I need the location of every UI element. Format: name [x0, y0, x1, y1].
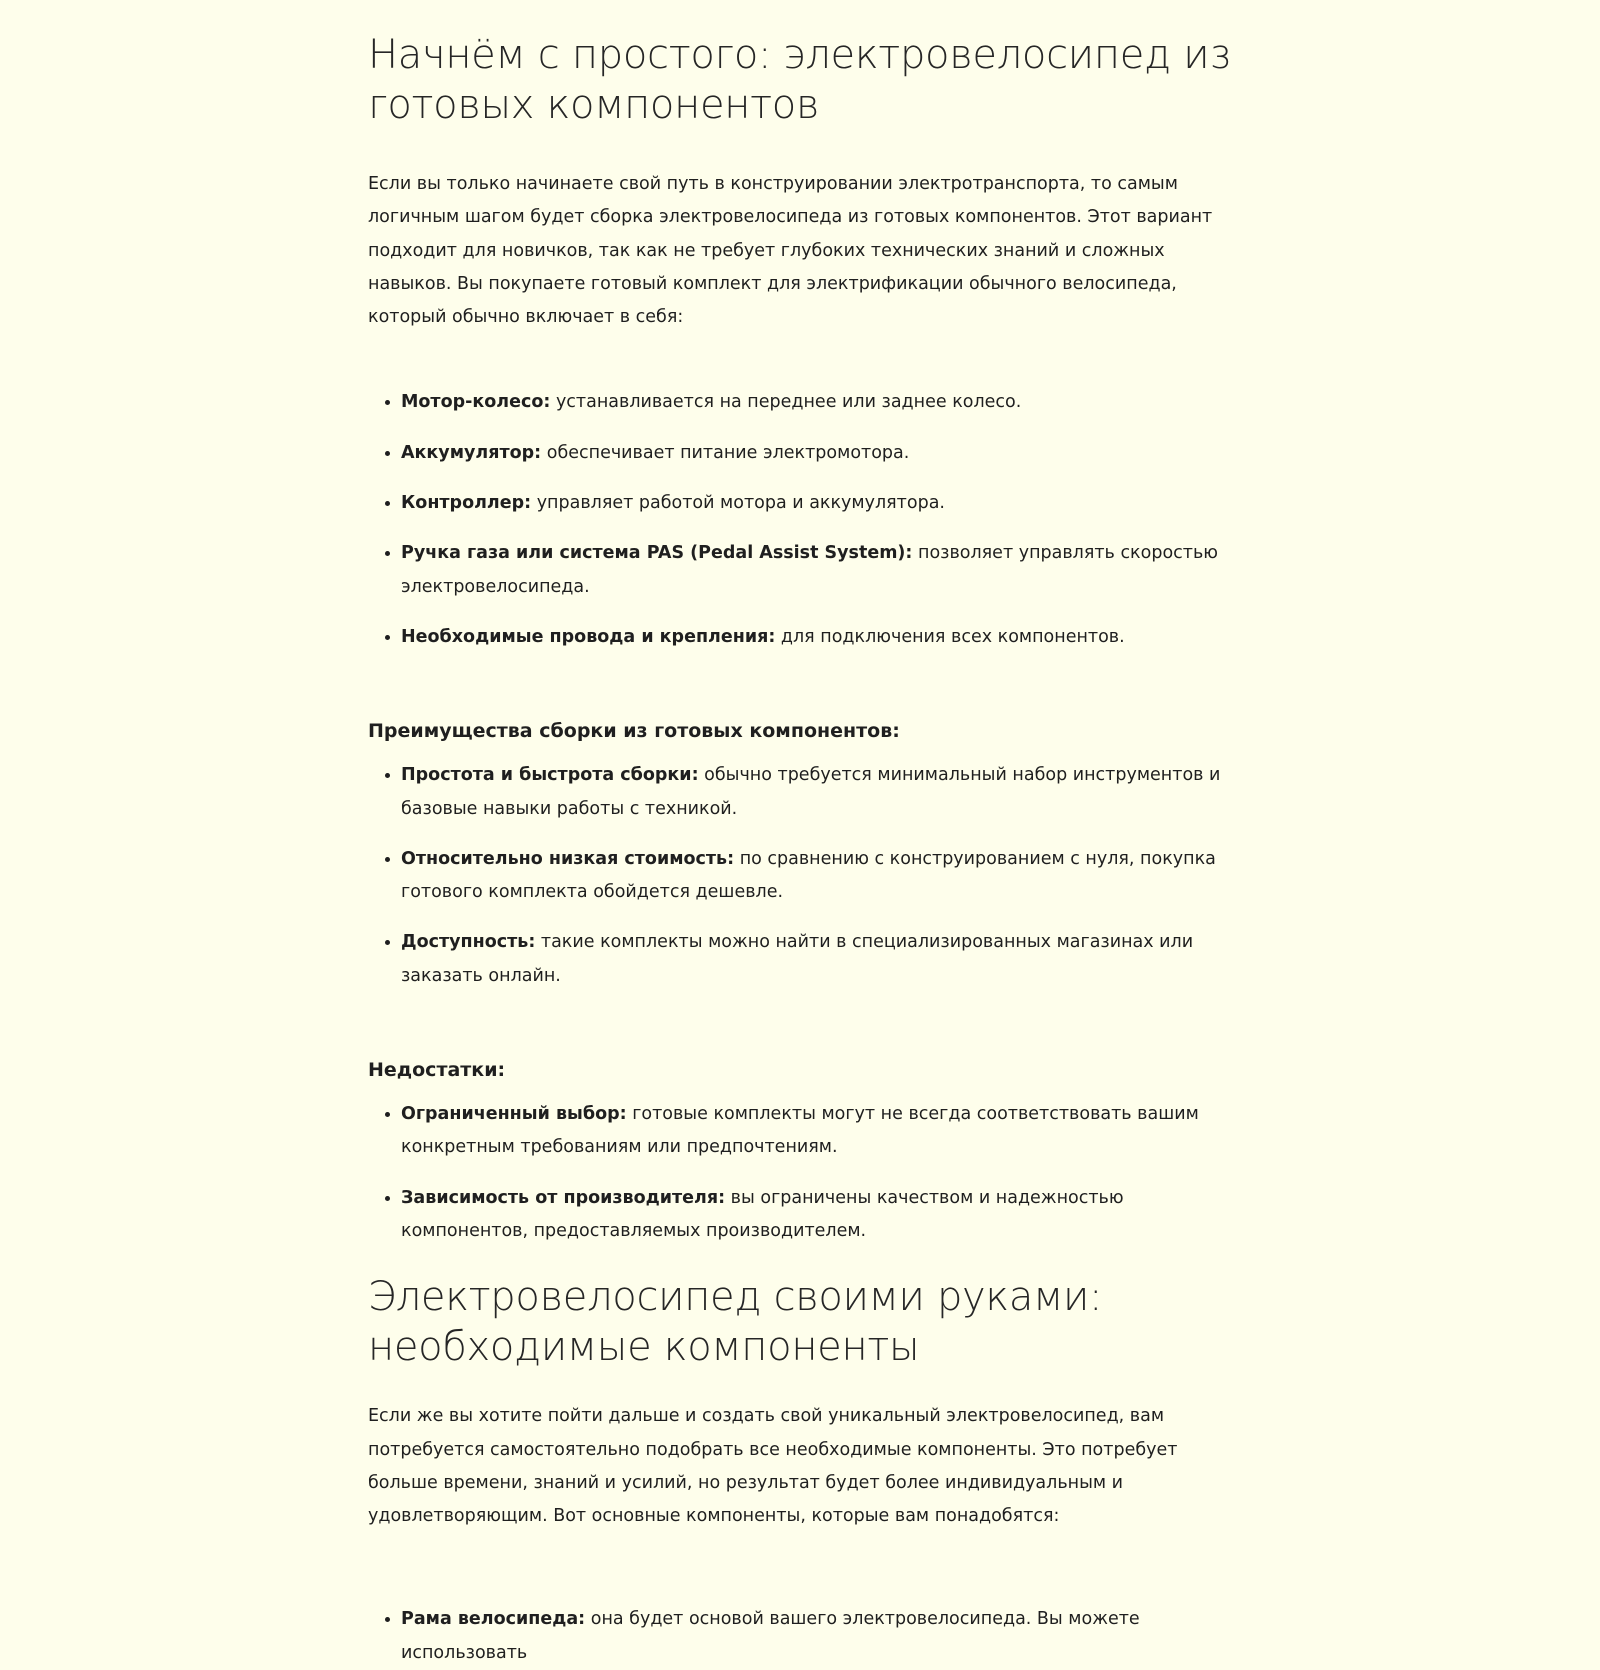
list-item-term: Зависимость от производителя: [401, 1187, 726, 1208]
intro-paragraph-diy: Если же вы хотите пойти дальше и создать свой уникальный электровелосипед, вам потребуется самостоятельно подобрать все необходимые компоненты. Это потребует больше времени, знаний и усилий, но результат будет более индивидуальным и удовлетворяющим. Вот основные компоненты, которые вам понадобятся: [368, 1406, 1178, 1527]
list-item-text: готовые комплекты могут не всегда соответствовать вашим конкретным требованиям или предпочтениям. [401, 1104, 1199, 1158]
list-item [401, 843, 1248, 910]
list-item [401, 386, 1248, 419]
list-item-text: она будет основой вашего электровелосипеда. Вы можете использовать [401, 1609, 1140, 1663]
diy-components-list [368, 1603, 1248, 1670]
list-item-text: такие комплекты можно найти в специализированных магазинах или заказать онлайн. [401, 932, 1194, 986]
intro-paragraph-ready-kit: Если вы только начинаете свой путь в конструировании электротранспорта, то самым логичным шагом будет сборка электровелосипеда из готовых компонентов. Этот вариант подходит для новичков, так как не требует глубоких технических знаний и сложных навыков. Вы покупаете готовый комплект для электрификации обычного велосипеда, который обычно включает в себя: [368, 174, 1213, 328]
list-item-term: Контроллер: [401, 493, 532, 514]
list-item-text: по сравнению с конструированием с нуля, покупка готового комплекта обойдется дешевле. [401, 848, 1216, 903]
list-item [401, 537, 1248, 604]
list-item-text: устанавливается на переднее или заднее колесо. [550, 392, 1022, 413]
list-item [401, 759, 1248, 826]
article [368, 30, 1248, 1670]
list-item-text: вы ограничены качеством и надежностью компонентов, предоставляемых производителем. [401, 1187, 1124, 1241]
list-item-text: управляет работой мотора и аккумулятора. [531, 493, 945, 514]
list-item-term: Ручка газа или система PAS (Pedal Assist System): [401, 543, 913, 564]
list-item [401, 1603, 1248, 1670]
list-item-text: позволяет управлять скоростью электровелосипеда. [401, 543, 1219, 597]
kit-components-list [368, 386, 1248, 654]
list-item-term: Аккумулятор: [401, 442, 542, 463]
list-item-term: Доступность: [401, 932, 536, 953]
list-item [401, 621, 1248, 654]
list-item-term: Необходимые провода и крепления: [401, 626, 776, 647]
list-item-term: Рама велосипеда: [401, 1609, 586, 1630]
section-heading-ready-kit: Начнём с простого: электровелосипед из готовых компонентов [368, 32, 1231, 128]
section-heading-diy-components: Электровелосипед своими руками: необходимые компоненты [368, 1274, 1103, 1371]
list-item [401, 1182, 1248, 1249]
list-item-term: Относительно низкая стоимость: [401, 848, 735, 869]
list-item [401, 926, 1248, 993]
advantages-list [368, 759, 1248, 993]
list-item-text: обычно требуется минимальный набор инструментов и базовые навыки работы с техникой. [401, 765, 1221, 819]
list-item [401, 487, 1248, 520]
disadvantages-subheading: Недостатки: [368, 1059, 506, 1082]
advantages-subheading: Преимущества сборки из готовых компонентов: [368, 720, 900, 743]
list-item-text: обеспечивает питание электромотора. [541, 442, 910, 463]
list-item-term: Простота и быстрота сборки: [401, 765, 699, 786]
list-item-term: Ограниченный выбор: [401, 1104, 627, 1125]
list-item-term: Мотор-колесо: [401, 392, 551, 413]
list-item [401, 1098, 1248, 1165]
list-item [401, 437, 1248, 470]
list-item-text: для подключения всех компонентов. [775, 626, 1125, 647]
disadvantages-list [368, 1098, 1248, 1248]
